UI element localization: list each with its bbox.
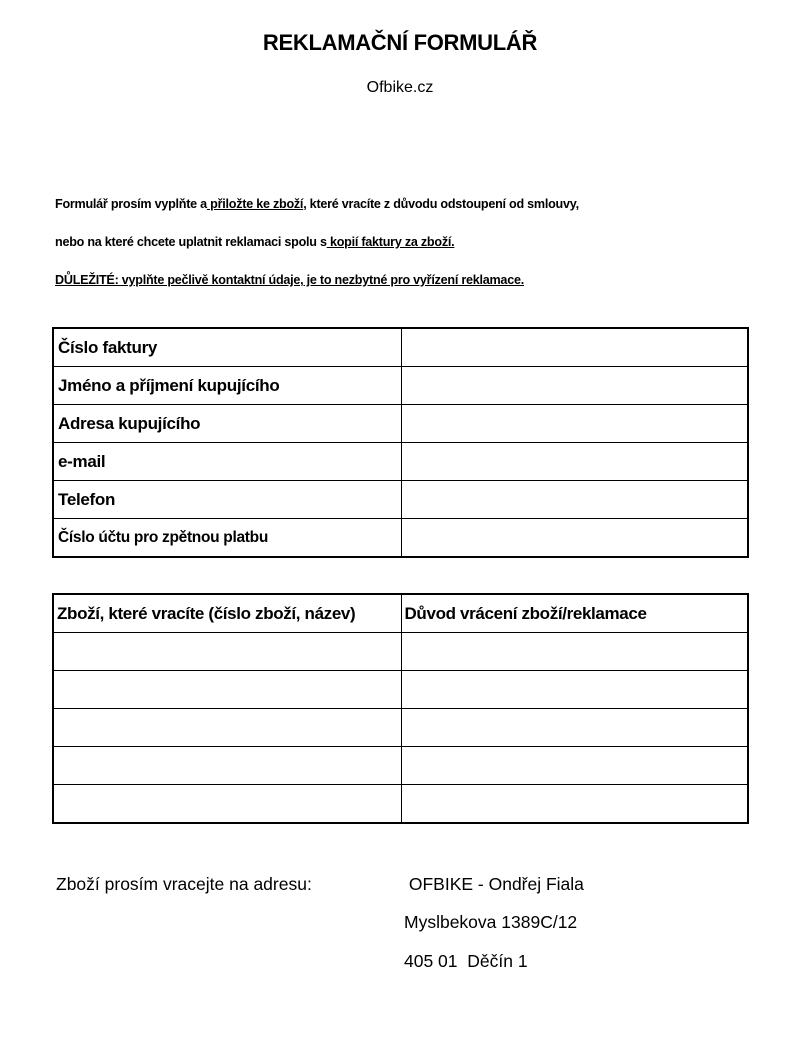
field-label: Jméno a příjmení kupujícího	[53, 367, 401, 405]
reason-field[interactable]	[401, 671, 748, 709]
instruction-underlined-text: kopií faktury za zboží.	[326, 235, 455, 249]
return-address-label: Zboží prosím vracejte na adresu:	[56, 874, 312, 894]
table-header-row	[53, 594, 748, 633]
instruction-line-3-important	[55, 273, 524, 287]
page-title: REKLAMAČNÍ FORMULÁŘ	[262, 30, 538, 55]
item-field[interactable]	[53, 709, 401, 747]
item-field[interactable]	[53, 671, 401, 709]
invoice-number-field[interactable]	[401, 328, 748, 367]
buyer-address-field[interactable]	[401, 405, 748, 443]
table-row	[53, 671, 748, 709]
field-label: Telefon	[53, 481, 401, 519]
email-field[interactable]	[401, 443, 748, 481]
reason-field[interactable]	[401, 633, 748, 671]
column-header-reason: Důvod vrácení zboží/reklamace	[401, 594, 748, 633]
instruction-line-1	[55, 197, 579, 211]
contact-details-table	[52, 327, 749, 558]
instruction-text: , které vracíte z důvodu odstoupení od smlouvy,	[303, 197, 579, 211]
return-address-city: 405 01 Děčín 1	[404, 951, 528, 971]
instruction-text: nebo na které chcete uplatnit reklamaci spolu s	[55, 235, 327, 249]
important-notice: DŮLEŽITÉ: vyplňte pečlivě kontaktní údaje, je to nezbytné pro vyřízení reklamace.	[55, 273, 524, 287]
table-row	[53, 785, 748, 824]
table-row	[53, 633, 748, 671]
instruction-text: Formulář prosím vyplňte a	[55, 197, 207, 211]
table-row-buyer-address	[53, 405, 748, 443]
return-address-company: OFBIKE - Ondřej Fiala	[404, 874, 584, 894]
reason-field[interactable]	[401, 709, 748, 747]
refund-account-field[interactable]	[401, 519, 748, 558]
table-row-refund-account	[53, 519, 748, 558]
column-header-item: Zboží, které vracíte (číslo zboží, název)	[53, 594, 401, 633]
field-label: e-mail	[53, 443, 401, 481]
reason-field[interactable]	[401, 747, 748, 785]
table-row-invoice-number	[53, 328, 748, 367]
instruction-line-2	[55, 235, 454, 249]
item-field[interactable]	[53, 785, 401, 824]
table-row-buyer-name	[53, 367, 748, 405]
item-field[interactable]	[53, 633, 401, 671]
instruction-underlined-text: přiložte ke zboží	[206, 197, 304, 211]
returned-items-table	[52, 593, 749, 824]
return-address-street: Myslbekova 1389C/12	[404, 912, 578, 932]
buyer-name-field[interactable]	[401, 367, 748, 405]
reason-field[interactable]	[401, 785, 748, 824]
table-row-email	[53, 443, 748, 481]
item-field[interactable]	[53, 747, 401, 785]
phone-field[interactable]	[401, 481, 748, 519]
table-row-phone	[53, 481, 748, 519]
field-label: Číslo účtu pro zpětnou platbu	[53, 519, 401, 558]
table-row	[53, 709, 748, 747]
field-label: Adresa kupujícího	[53, 405, 401, 443]
field-label: Číslo faktury	[53, 328, 401, 367]
table-row	[53, 747, 748, 785]
page-subtitle: Ofbike.cz	[366, 79, 434, 96]
